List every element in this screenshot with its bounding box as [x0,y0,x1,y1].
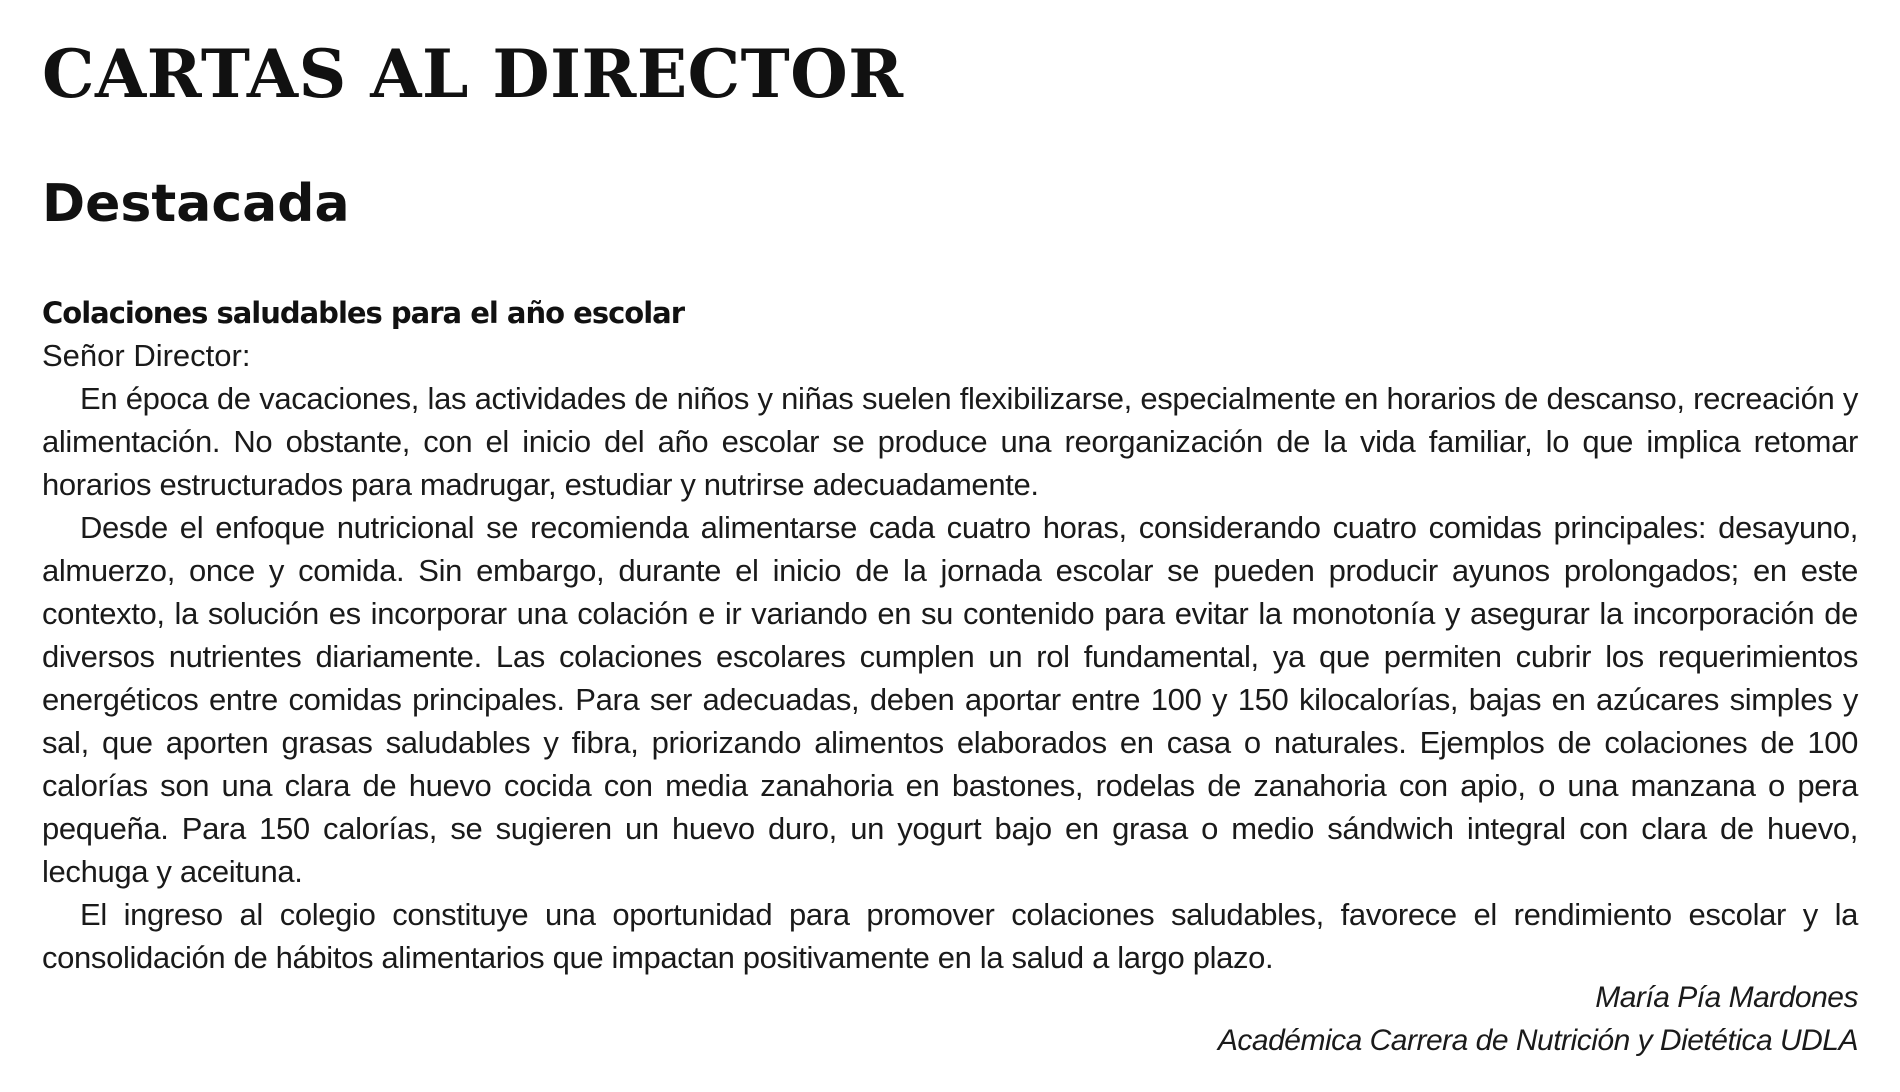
letter-paragraph: En época de vacaciones, las actividades de niños y niñas suelen flexibilizarse, especialmente en horarios de descanso, recreación y alimentación. No obstante, con el inicio del año escolar se produce una reorganización de la vida familiar, lo que implica retomar horarios estructurados para madrugar, estudiar y nutrirse adecuadamente. [42,381,1858,502]
letter-salutation: Señor Director: [42,338,251,373]
letters-page [42,0,1858,1092]
author-name: María Pía Mardones [1595,981,1858,1014]
author-role: Académica Carrera de Nutrición y Dietética UDLA [1217,1024,1858,1057]
letter-paragraph: Desde el enfoque nutricional se recomienda alimentarse cada cuatro horas, considerando cuatro comidas principales: desayuno, almuerzo, once y comida. Sin embargo, durante el inicio de la jornada escolar se pueden producir ayunos prolongados; en este contexto, la solución es incorporar una colación e ir variando en su contenido para evitar la monotonía y asegurar la incorporación de diversos nutrientes diariamente. Las colaciones escolares cumplen un rol fundamental, ya que permiten cubrir los requerimientos energéticos entre comidas principales. Para ser adecuadas, deben aportar entre 100 y 150 kilocalorías, bajas en azúcares simples y sal, que aporten grasas saludables y fibra, priorizando alimentos elaborados en casa o naturales. Ejemplos de colaciones de 100 calorías son una clara de huevo cocida con media zanahoria en bastones, rodelas de zanahoria con apio, o una manzana o pera pequeña. Para 150 calorías, se sugieren un huevo duro, un yogurt bajo en grasa o medio sándwich integral con clara de huevo, lechuga y aceituna. [42,510,1858,889]
letter-paragraph: El ingreso al colegio constituye una oportunidad para promover colaciones saludables, favorece el rendimiento escolar y la consolidación de hábitos alimentarios que impactan positivamente en la salud a largo plazo. [42,897,1858,975]
section-title: CARTAS AL DIRECTOR [42,35,904,113]
letter-signature [1218,976,1858,1062]
subsection-title: Destacada [42,174,350,234]
letter-title: Colaciones saludables para el año escolar [42,296,685,330]
letter-article [42,292,1858,979]
